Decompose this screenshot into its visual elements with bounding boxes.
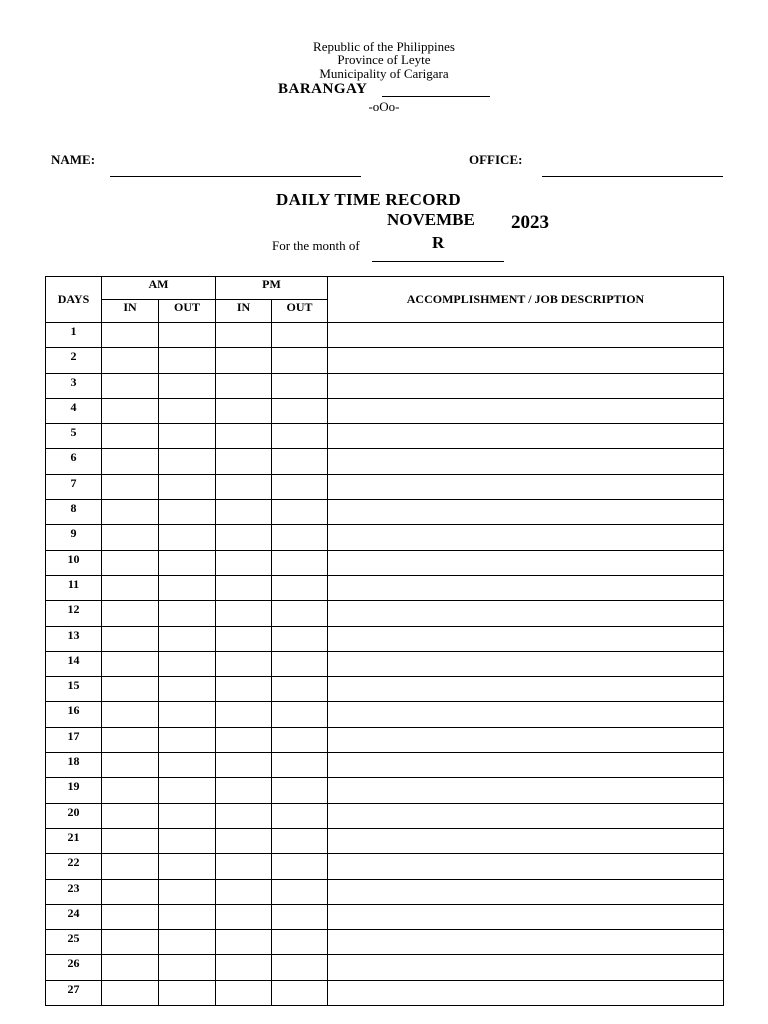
day-number-cell: 12: [46, 601, 102, 626]
am-in-cell[interactable]: [102, 626, 159, 651]
am-in-cell[interactable]: [102, 854, 159, 879]
am-out-cell[interactable]: [159, 879, 216, 904]
am-in-cell[interactable]: [102, 323, 159, 348]
pm-in-cell[interactable]: [216, 449, 272, 474]
am-in-cell[interactable]: [102, 398, 159, 423]
am-out-cell[interactable]: [159, 753, 216, 778]
am-in-cell[interactable]: [102, 550, 159, 575]
pm-out-cell[interactable]: [272, 955, 328, 980]
am-in-cell[interactable]: [102, 601, 159, 626]
am-out-cell[interactable]: [159, 955, 216, 980]
accomplishment-cell[interactable]: [328, 702, 724, 727]
pm-out-cell[interactable]: [272, 348, 328, 373]
pm-in-cell[interactable]: [216, 904, 272, 929]
table-row: [46, 651, 724, 676]
accomplishment-cell[interactable]: [328, 727, 724, 752]
table-row: [46, 373, 724, 398]
pm-in-cell[interactable]: [216, 474, 272, 499]
am-out-cell[interactable]: [159, 828, 216, 853]
pm-in-cell[interactable]: [216, 575, 272, 600]
day-number-cell: 24: [46, 904, 102, 929]
table-row: [46, 601, 724, 626]
month-text-part1: NOVEMBE: [387, 210, 475, 229]
pm-in-cell[interactable]: [216, 854, 272, 879]
table-row: [46, 575, 724, 600]
day-number-cell: 23: [46, 879, 102, 904]
accomplishment-cell[interactable]: [328, 753, 724, 778]
table-row: [46, 525, 724, 550]
for-month-label: For the month of: [272, 238, 360, 253]
table-row: [46, 323, 724, 348]
am-out-cell[interactable]: [159, 550, 216, 575]
am-in-cell[interactable]: [102, 373, 159, 398]
accomplishment-cell[interactable]: [328, 348, 724, 373]
month-field-line[interactable]: [372, 261, 504, 262]
am-in-cell[interactable]: [102, 348, 159, 373]
days-header: DAYS: [46, 277, 102, 323]
pm-in-cell[interactable]: [216, 373, 272, 398]
day-number-cell: 14: [46, 651, 102, 676]
pm-out-header: OUT: [272, 300, 328, 323]
pm-in-cell[interactable]: [216, 348, 272, 373]
day-number-cell: 25: [46, 930, 102, 955]
day-number-cell: 7: [46, 474, 102, 499]
table-row: [46, 348, 724, 373]
pm-out-cell[interactable]: [272, 803, 328, 828]
pm-out-cell[interactable]: [272, 702, 328, 727]
am-out-cell[interactable]: [159, 702, 216, 727]
am-in-header: IN: [102, 300, 159, 323]
table-row: [46, 677, 724, 702]
table-row: [46, 474, 724, 499]
accomplishment-cell[interactable]: [328, 904, 724, 929]
am-in-cell[interactable]: [102, 500, 159, 525]
table-row: [46, 500, 724, 525]
am-out-cell[interactable]: [159, 525, 216, 550]
day-number-cell: 5: [46, 424, 102, 449]
pm-out-cell[interactable]: [272, 398, 328, 423]
pm-out-cell[interactable]: [272, 980, 328, 1005]
accomplishment-cell[interactable]: [328, 449, 724, 474]
day-number-cell: 13: [46, 626, 102, 651]
day-number-cell: 6: [46, 449, 102, 474]
accomplishment-cell[interactable]: [328, 525, 724, 550]
pm-out-cell[interactable]: [272, 601, 328, 626]
am-in-cell[interactable]: [102, 424, 159, 449]
accomplishment-header: ACCOMPLISHMENT / JOB DESCRIPTION: [328, 277, 724, 323]
pm-in-cell[interactable]: [216, 525, 272, 550]
time-record-table: [45, 276, 724, 1006]
accomplishment-cell[interactable]: [328, 803, 724, 828]
pm-out-cell[interactable]: [272, 323, 328, 348]
day-number-cell: 10: [46, 550, 102, 575]
am-out-cell[interactable]: [159, 930, 216, 955]
table-row: [46, 854, 724, 879]
accomplishment-cell[interactable]: [328, 398, 724, 423]
pm-in-cell[interactable]: [216, 727, 272, 752]
am-in-cell[interactable]: [102, 525, 159, 550]
day-number-cell: 16: [46, 702, 102, 727]
pm-in-cell[interactable]: [216, 500, 272, 525]
day-number-cell: 22: [46, 854, 102, 879]
pm-out-cell[interactable]: [272, 930, 328, 955]
am-in-cell[interactable]: [102, 449, 159, 474]
name-field-line[interactable]: [110, 176, 361, 177]
table-row: [46, 449, 724, 474]
table-row: [46, 904, 724, 929]
day-number-cell: 17: [46, 727, 102, 752]
am-in-cell[interactable]: [102, 651, 159, 676]
am-out-cell[interactable]: [159, 677, 216, 702]
accomplishment-cell[interactable]: [328, 323, 724, 348]
accomplishment-cell[interactable]: [328, 601, 724, 626]
day-number-cell: 20: [46, 803, 102, 828]
accomplishment-cell[interactable]: [328, 575, 724, 600]
am-in-cell[interactable]: [102, 753, 159, 778]
pm-out-cell[interactable]: [272, 500, 328, 525]
pm-in-cell[interactable]: [216, 550, 272, 575]
table-row: [46, 424, 724, 449]
day-number-cell: 18: [46, 753, 102, 778]
pm-in-cell[interactable]: [216, 828, 272, 853]
day-number-cell: 15: [46, 677, 102, 702]
pm-in-cell[interactable]: [216, 651, 272, 676]
table-row: [46, 702, 724, 727]
day-number-cell: 21: [46, 828, 102, 853]
table-row: [46, 727, 724, 752]
table-row: [46, 879, 724, 904]
am-in-cell[interactable]: [102, 828, 159, 853]
pm-out-cell[interactable]: [272, 424, 328, 449]
am-in-cell[interactable]: [102, 727, 159, 752]
table-row: [46, 803, 724, 828]
am-out-cell[interactable]: [159, 626, 216, 651]
pm-in-header: IN: [216, 300, 272, 323]
pm-out-cell[interactable]: [272, 828, 328, 853]
day-number-cell: 1: [46, 323, 102, 348]
accomplishment-cell[interactable]: [328, 930, 724, 955]
am-out-cell[interactable]: [159, 727, 216, 752]
table-row: [46, 930, 724, 955]
accomplishment-cell[interactable]: [328, 474, 724, 499]
am-in-cell[interactable]: [102, 980, 159, 1005]
day-number-cell: 26: [46, 955, 102, 980]
accomplishment-cell[interactable]: [328, 424, 724, 449]
accomplishment-cell[interactable]: [328, 677, 724, 702]
pm-out-cell[interactable]: [272, 651, 328, 676]
pm-in-cell[interactable]: [216, 398, 272, 423]
table-row: [46, 955, 724, 980]
day-number-cell: 11: [46, 575, 102, 600]
pm-in-cell[interactable]: [216, 930, 272, 955]
header-province: Province of Leyte: [337, 52, 431, 67]
pm-in-cell[interactable]: [216, 879, 272, 904]
pm-in-cell[interactable]: [216, 980, 272, 1005]
office-field-line[interactable]: [542, 176, 723, 177]
table-row: [46, 398, 724, 423]
am-in-cell[interactable]: [102, 955, 159, 980]
am-in-cell[interactable]: [102, 879, 159, 904]
accomplishment-cell[interactable]: [328, 879, 724, 904]
table-row: [46, 550, 724, 575]
accomplishment-cell[interactable]: [328, 373, 724, 398]
am-out-cell[interactable]: [159, 474, 216, 499]
table-row: [46, 753, 724, 778]
am-out-cell[interactable]: [159, 980, 216, 1005]
am-in-cell[interactable]: [102, 474, 159, 499]
pm-out-cell[interactable]: [272, 373, 328, 398]
pm-out-cell[interactable]: [272, 727, 328, 752]
am-out-cell[interactable]: [159, 778, 216, 803]
day-number-cell: 8: [46, 500, 102, 525]
table-row: [46, 626, 724, 651]
pm-header: PM: [216, 277, 328, 300]
am-out-cell[interactable]: [159, 803, 216, 828]
am-in-cell[interactable]: [102, 575, 159, 600]
am-out-cell[interactable]: [159, 424, 216, 449]
am-out-cell[interactable]: [159, 854, 216, 879]
am-out-cell[interactable]: [159, 575, 216, 600]
am-out-cell[interactable]: [159, 398, 216, 423]
accomplishment-cell[interactable]: [328, 626, 724, 651]
table-row: [46, 980, 724, 1005]
pm-in-cell[interactable]: [216, 753, 272, 778]
pm-out-cell[interactable]: [272, 575, 328, 600]
office-label: OFFICE:: [469, 152, 523, 167]
day-number-cell: 2: [46, 348, 102, 373]
pm-in-cell[interactable]: [216, 424, 272, 449]
pm-out-cell[interactable]: [272, 879, 328, 904]
pm-out-cell[interactable]: [272, 525, 328, 550]
pm-out-cell[interactable]: [272, 474, 328, 499]
name-label: NAME:: [51, 152, 96, 167]
table-row: [46, 828, 724, 853]
accomplishment-cell[interactable]: [328, 500, 724, 525]
pm-in-cell[interactable]: [216, 626, 272, 651]
header-republic: Republic of the Philippines: [313, 39, 455, 54]
accomplishment-cell[interactable]: [328, 550, 724, 575]
barangay-label: BARANGAY: [278, 81, 368, 97]
accomplishment-cell[interactable]: [328, 651, 724, 676]
pm-in-cell[interactable]: [216, 778, 272, 803]
pm-in-cell[interactable]: [216, 601, 272, 626]
day-number-cell: 19: [46, 778, 102, 803]
am-out-cell[interactable]: [159, 500, 216, 525]
pm-out-cell[interactable]: [272, 778, 328, 803]
barangay-blank-line[interactable]: [382, 96, 490, 97]
am-out-cell[interactable]: [159, 651, 216, 676]
am-out-cell[interactable]: [159, 601, 216, 626]
accomplishment-cell[interactable]: [328, 778, 724, 803]
pm-out-cell[interactable]: [272, 677, 328, 702]
pm-in-cell[interactable]: [216, 677, 272, 702]
am-out-cell[interactable]: [159, 323, 216, 348]
month-text-part2: R: [432, 233, 445, 252]
am-in-cell[interactable]: [102, 803, 159, 828]
pm-in-cell[interactable]: [216, 803, 272, 828]
accomplishment-cell[interactable]: [328, 955, 724, 980]
accomplishment-cell[interactable]: [328, 828, 724, 853]
year-text: 2023: [511, 212, 549, 233]
header-municipality: Municipality of Carigara: [319, 66, 449, 81]
pm-in-cell[interactable]: [216, 955, 272, 980]
day-number-cell: 9: [46, 525, 102, 550]
am-out-cell[interactable]: [159, 348, 216, 373]
pm-in-cell[interactable]: [216, 323, 272, 348]
am-header: AM: [102, 277, 216, 300]
pm-in-cell[interactable]: [216, 702, 272, 727]
day-number-cell: 3: [46, 373, 102, 398]
am-out-cell[interactable]: [159, 904, 216, 929]
pm-out-cell[interactable]: [272, 626, 328, 651]
day-number-cell: 4: [46, 398, 102, 423]
am-in-cell[interactable]: [102, 702, 159, 727]
pm-out-cell[interactable]: [272, 904, 328, 929]
am-out-cell[interactable]: [159, 449, 216, 474]
am-in-cell[interactable]: [102, 904, 159, 929]
pm-out-cell[interactable]: [272, 449, 328, 474]
am-in-cell[interactable]: [102, 930, 159, 955]
am-in-cell[interactable]: [102, 778, 159, 803]
table-row: [46, 778, 724, 803]
header-ornament: -oOo-: [368, 99, 400, 114]
accomplishment-cell[interactable]: [328, 854, 724, 879]
pm-out-cell[interactable]: [272, 854, 328, 879]
document-title: DAILY TIME RECORD: [276, 190, 461, 209]
day-number-cell: 27: [46, 980, 102, 1005]
pm-out-cell[interactable]: [272, 753, 328, 778]
accomplishment-cell[interactable]: [328, 980, 724, 1005]
am-in-cell[interactable]: [102, 677, 159, 702]
pm-out-cell[interactable]: [272, 550, 328, 575]
am-out-header: OUT: [159, 300, 216, 323]
am-out-cell[interactable]: [159, 373, 216, 398]
